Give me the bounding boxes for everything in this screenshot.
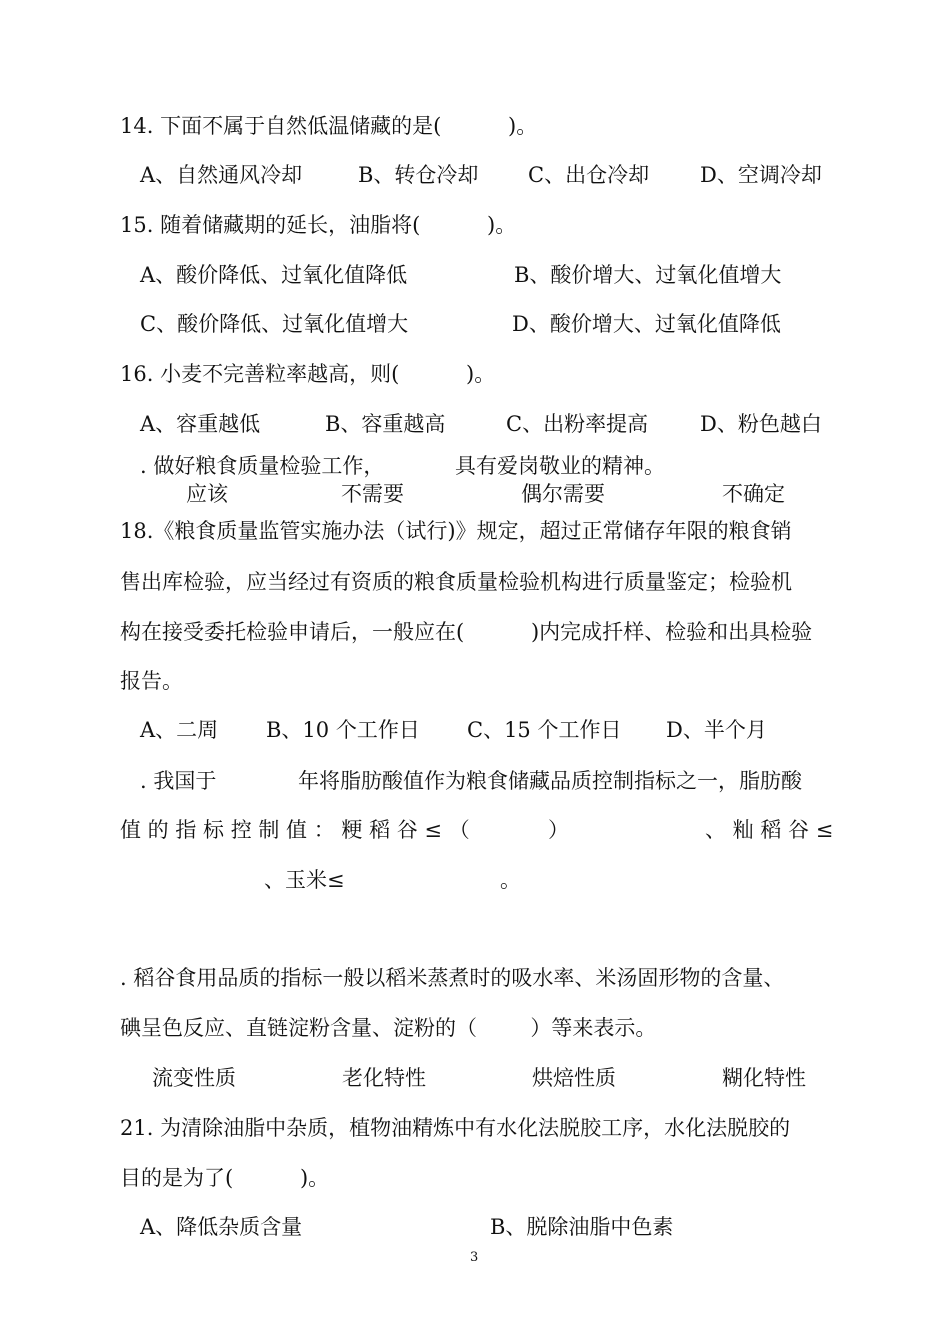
- question-16-stem: 16. 小麦不完善粒率越高，则( )。: [120, 362, 496, 386]
- question-17-stem-part1: . 做好粮食质量检验工作，: [140, 454, 385, 478]
- q18-option-a: A、二周: [140, 718, 219, 742]
- q15-option-b: B、酸价增大、过氧化值增大: [514, 263, 782, 287]
- question-18-line-4: 报告。: [120, 669, 183, 693]
- question-19-line-1-part1: . 我国于: [140, 769, 217, 793]
- q20-option-c: 烘焙性质: [532, 1066, 616, 1090]
- q17-option-d: 不确定: [722, 482, 785, 506]
- q16-option-c: C、出粉率提高: [506, 412, 649, 436]
- question-19-line-1-part2: 年将脂肪酸值作为粮食储藏品质控制指标之一，脂肪酸: [298, 769, 802, 793]
- q17-option-a: 应该: [186, 482, 228, 506]
- q14-option-b: B、转仓冷却: [358, 163, 479, 187]
- question-18-line-2: 售出库检验，应当经过有资质的粮食质量检验机构进行质量鉴定；检验机: [120, 570, 792, 594]
- question-18-line-1: 18.《粮食质量监管实施办法（试行)》规定，超过正常储存年限的粮食销: [120, 519, 792, 543]
- q20-option-d: 糊化特性: [722, 1066, 806, 1090]
- question-17-stem-part2: 具有爱岗敬业的精神。: [455, 454, 665, 478]
- q14-option-c: C、出仓冷却: [528, 163, 650, 187]
- q15-option-c: C、酸价降低、过氧化值增大: [140, 312, 409, 336]
- q14-option-a: A、自然通风冷却: [140, 163, 303, 187]
- question-19-line-2-part1: 值 的 指 标 控 制 值 ： 粳 稻 谷 ≤ （: [120, 818, 470, 842]
- q17-option-c: 偶尔需要: [521, 482, 605, 506]
- q16-option-a: A、容重越低: [140, 412, 261, 436]
- page-number: 3: [470, 1250, 479, 1265]
- question-14-stem: 14. 下面不属于自然低温储藏的是( )。: [120, 114, 538, 138]
- question-18-line-3: 构在接受委托检验申请后，一般应在( )内完成扦样、检验和出具检验: [120, 620, 813, 644]
- q15-option-d: D、酸价增大、过氧化值降低: [512, 312, 781, 336]
- q18-option-d: D、半个月: [666, 718, 767, 742]
- q21-option-b: B、脱除油脂中色素: [490, 1215, 674, 1239]
- q18-option-b: B、10 个工作日: [266, 718, 420, 742]
- q15-option-a: A、酸价降低、过氧化值降低: [140, 263, 408, 287]
- q18-option-c: C、15 个工作日: [467, 718, 622, 742]
- question-19-line-2-part2: ）: [548, 818, 569, 842]
- q20-option-b: 老化特性: [342, 1066, 426, 1090]
- question-20-line-1: . 稻谷食用品质的指标一般以稻米蒸煮时的吸水率、米汤固形物的含量、: [120, 966, 785, 990]
- q17-option-b: 不需要: [341, 482, 404, 506]
- question-21-line-1: 21. 为清除油脂中杂质，植物油精炼中有水化法脱胶工序，水化法脱胶的: [120, 1116, 791, 1140]
- q16-option-b: B、容重越高: [325, 412, 446, 436]
- question-19-line-3-part1: 、玉米≤: [264, 868, 345, 892]
- q16-option-d: D、粉色越白: [700, 412, 822, 436]
- question-21-line-2: 目的是为了( )。: [120, 1166, 330, 1190]
- q14-option-d: D、空调冷却: [700, 163, 822, 187]
- question-20-line-2: 碘呈色反应、直链淀粉含量、淀粉的（ ）等来表示。: [120, 1016, 657, 1040]
- question-15-stem: 15. 随着储藏期的延长，油脂将( )。: [120, 213, 517, 237]
- question-19-line-3-part2: 。: [500, 868, 521, 892]
- q20-option-a: 流变性质: [152, 1066, 236, 1090]
- q21-option-a: A、降低杂质含量: [140, 1215, 303, 1239]
- question-19-line-2-part3: 、 籼 稻 谷 ≤: [705, 818, 834, 842]
